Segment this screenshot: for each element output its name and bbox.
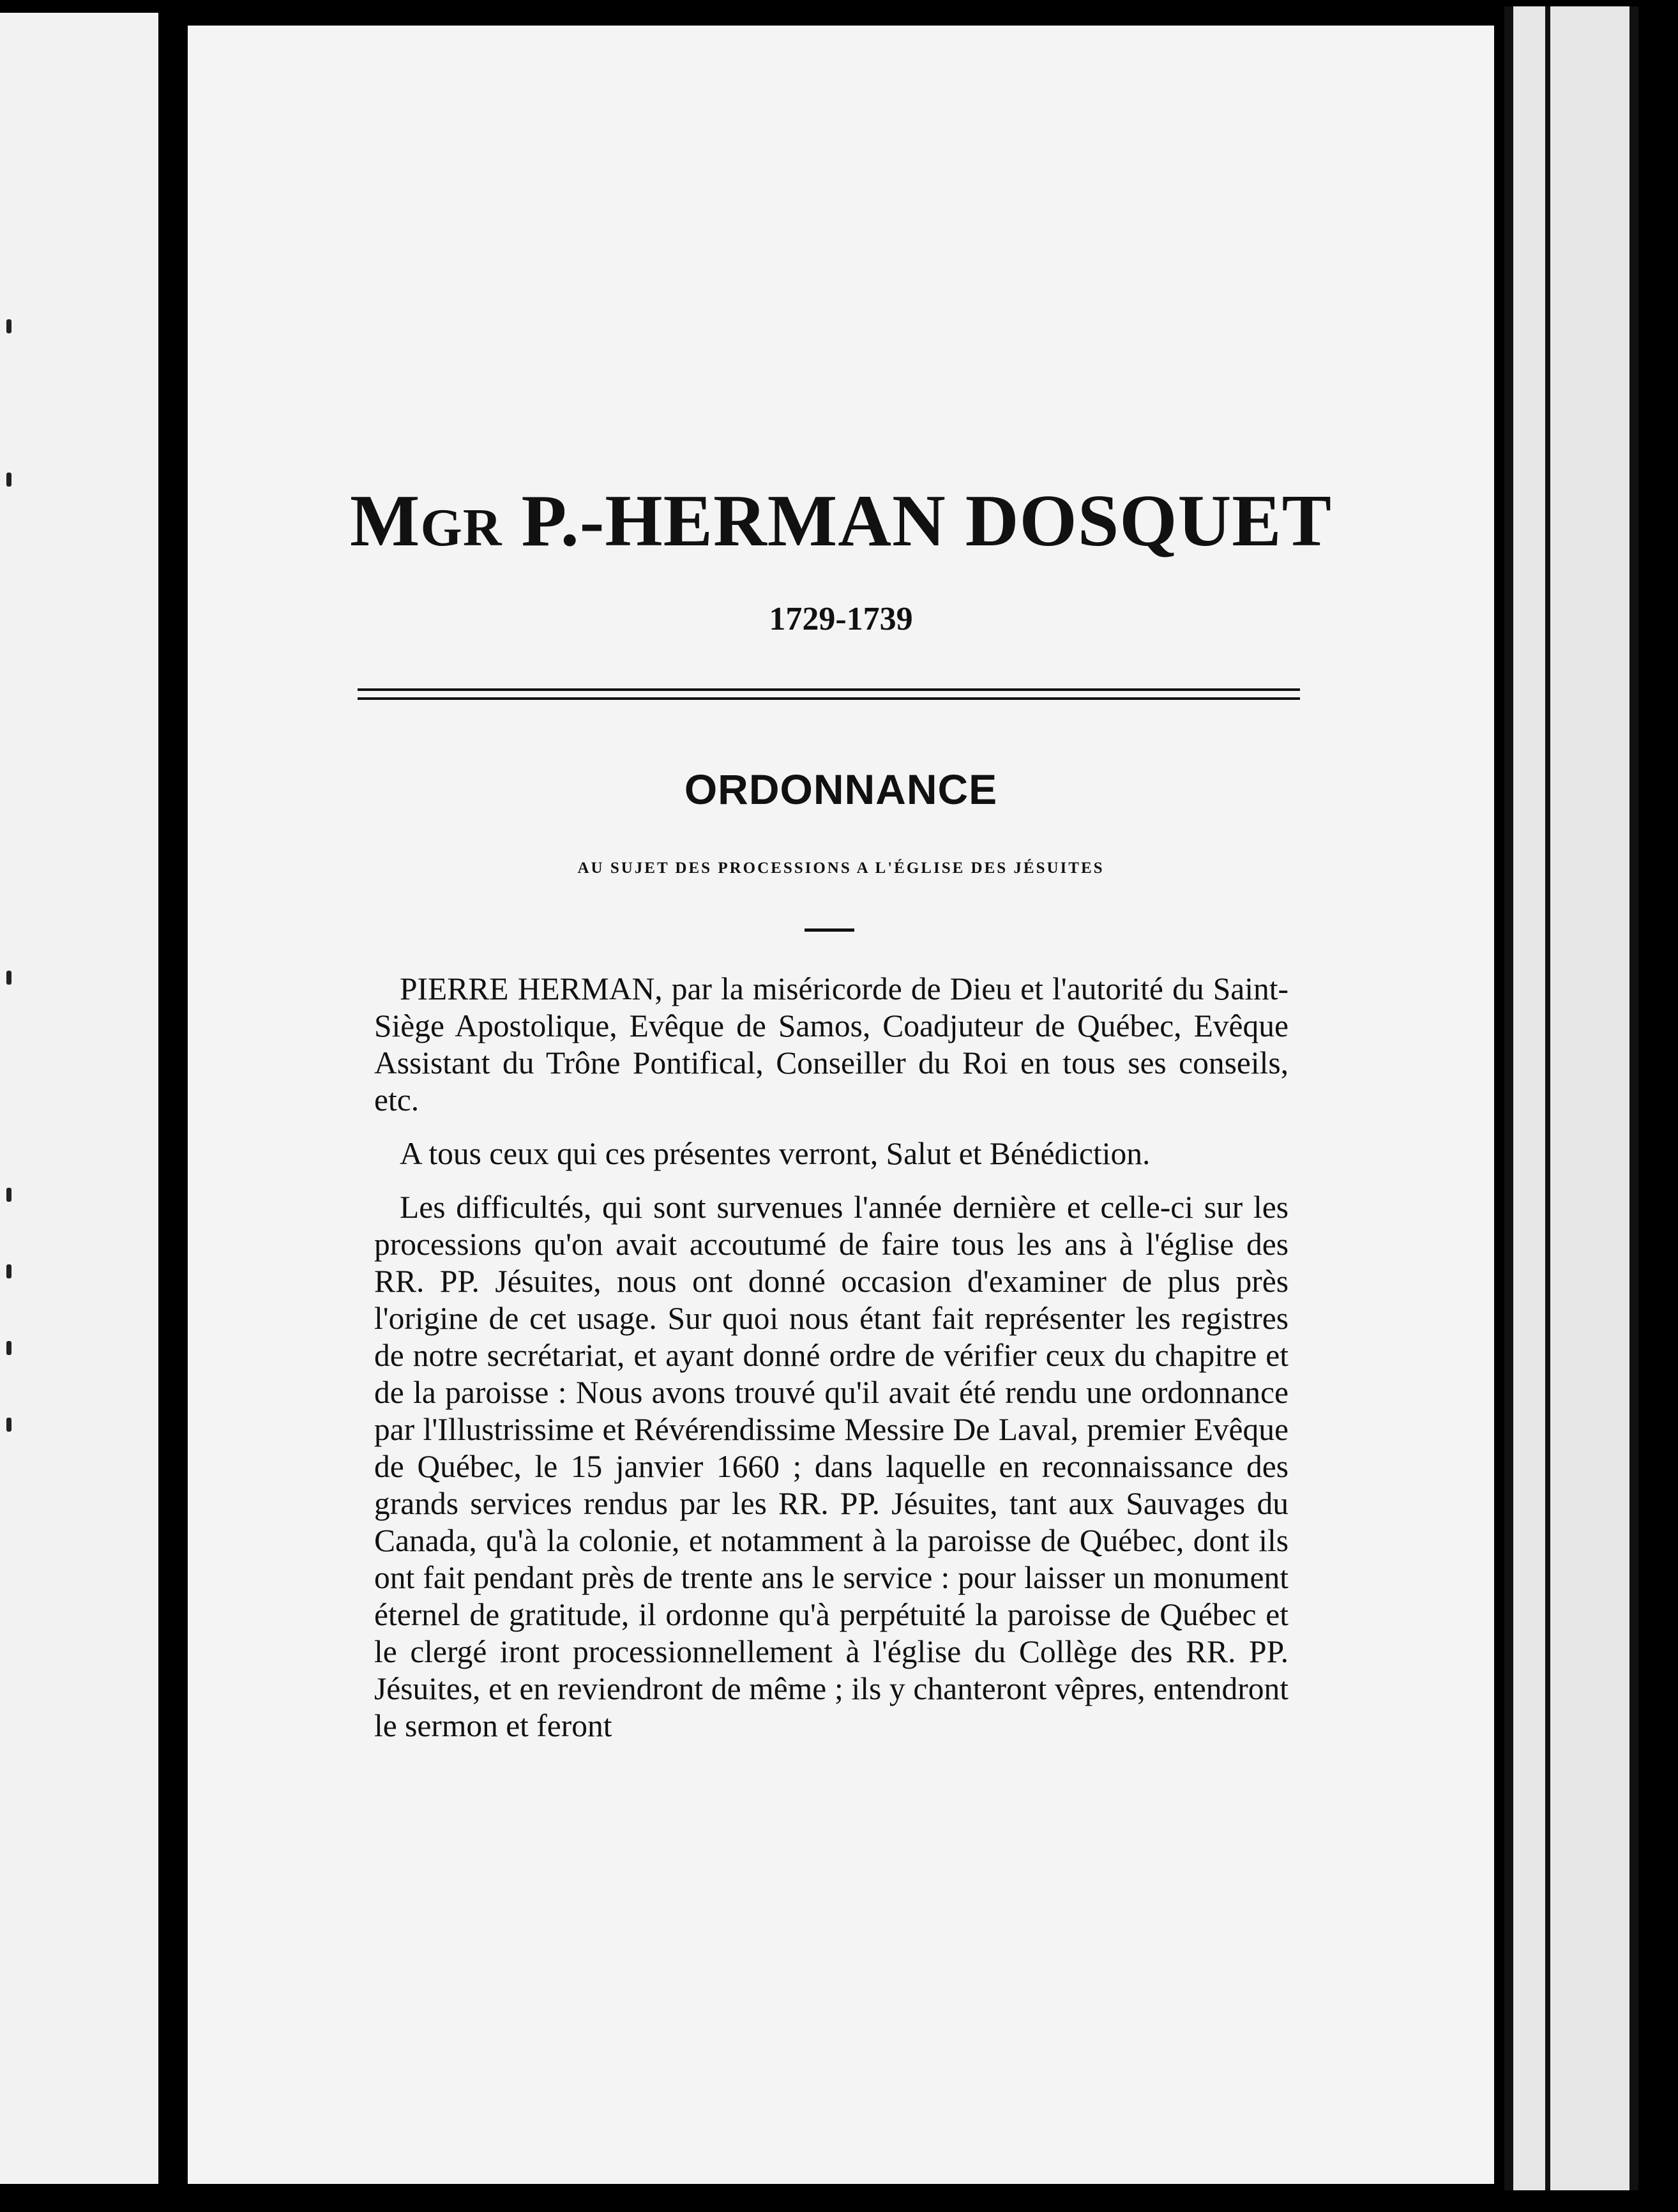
scan-mark bbox=[6, 319, 11, 333]
page-stack-edge bbox=[1504, 6, 1638, 2190]
scan-mark bbox=[6, 1264, 11, 1278]
paragraph: A tous ceux qui ces présentes verront, Salut et Bénédiction. bbox=[400, 1136, 1151, 1171]
title-prefix-small: GR bbox=[420, 498, 503, 557]
date-range: 1729-1739 bbox=[769, 601, 913, 637]
edge-band bbox=[1545, 6, 1550, 2190]
scan-mark bbox=[6, 1418, 11, 1432]
scan-mark bbox=[6, 1188, 11, 1202]
scan-mark bbox=[6, 971, 11, 985]
section-subheading: AU SUJET DES PROCESSIONS A L'ÉGLISE DES JÉSUITES bbox=[577, 860, 1105, 877]
book-gutter bbox=[158, 0, 188, 2212]
title-main: P.-HERMAN DOSQUET bbox=[502, 480, 1332, 562]
body-text bbox=[374, 971, 1289, 1761]
facing-page-edge bbox=[0, 13, 158, 2184]
edge-band bbox=[1629, 6, 1638, 2190]
section-heading: ORDONNANCE bbox=[684, 766, 998, 813]
title-prefix: M bbox=[350, 480, 421, 562]
edge-band bbox=[1504, 6, 1513, 2190]
scan-mark bbox=[6, 1341, 11, 1355]
paragraph: Les difficultés, qui sont survenues l'année dernière et celle-ci sur les processions qu'on avait accoutumé de faire tous les ans à l'église des RR. PP. Jésuites, nous ont donné occasion d'examiner de plus près l'origine de cet usage. Sur quoi nous étant fait représenter les registres de notre secrétariat, et ayant donné ordre de vérifier ceux du chapitre et de la paroisse : Nous avons trouvé qu'il avait été rendu une ordonnance par l'Illustrissime et Révérendissime Messire De Laval, premier Evêque de Québec, le 15 janvier 1660 ; dans laquelle en reconnaissance des grands services rendus par les RR. PP. Jésuites, tant aux Sauvages du Canada, qu'à la colonie, et notamment à la paroisse de Québec, dont ils ont fait pendant près de trente ans le service : pour laisser un monument éternel de gratitude, il ordonne qu'à perpétuité la paroisse de Québec et le clergé iront processionnellement à l'église du Collège des RR. PP. Jésuites, et en reviendront de même ; ils y chanteront vêpres, entendront le sermon et feront bbox=[374, 1190, 1289, 1743]
double-rule-divider bbox=[358, 688, 1300, 700]
book-page bbox=[188, 26, 1494, 2184]
paragraph: PIERRE HERMAN, par la miséricorde de Dieu et l'autorité du Saint-Siège Apostolique, Evêque de Samos, Coadjuteur de Québec, Evêque Assistant du Trône Pontifical, Conseiller du Roi en tous ses conseils, etc. bbox=[374, 971, 1289, 1117]
short-rule-divider bbox=[805, 928, 854, 932]
page-title bbox=[188, 479, 1494, 564]
scan-mark bbox=[6, 473, 11, 487]
